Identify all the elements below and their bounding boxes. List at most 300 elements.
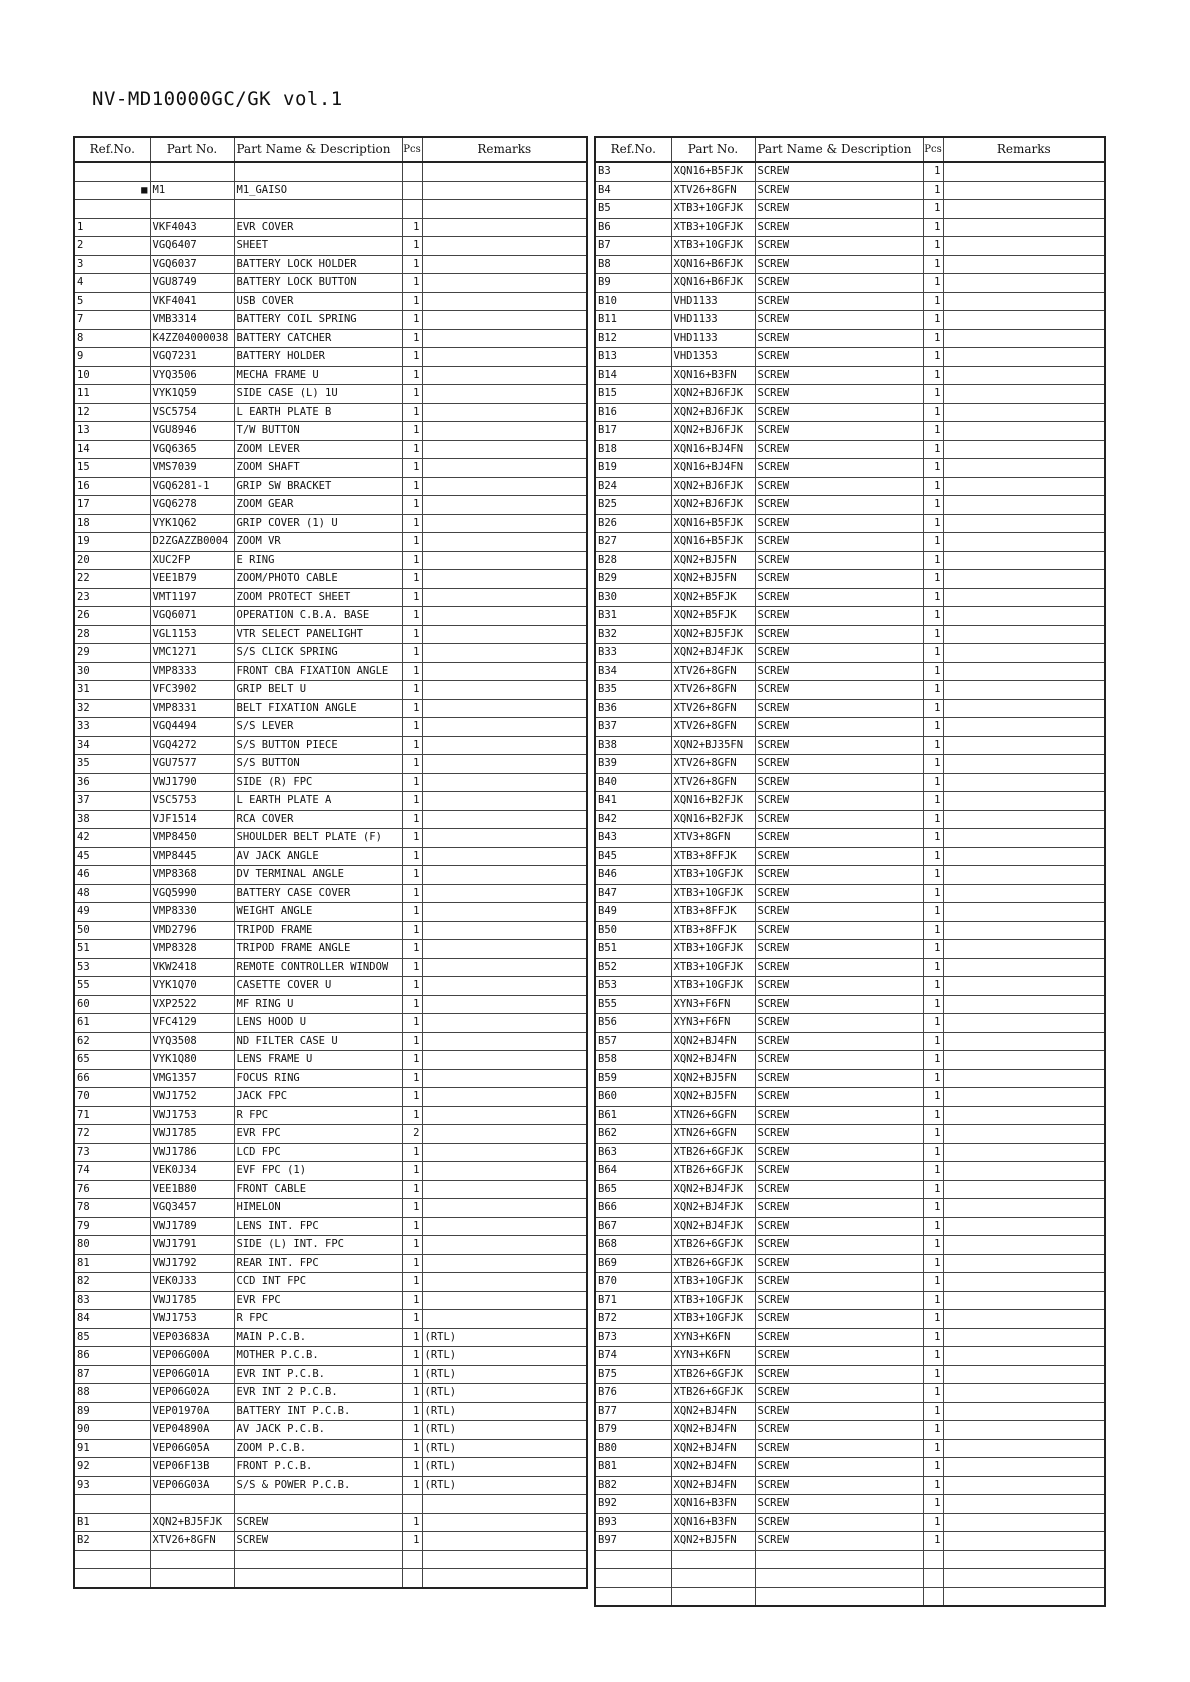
ref-no-cell: 7: [74, 311, 150, 330]
pcs-cell: 1: [402, 903, 422, 922]
pcs-cell: 1: [402, 533, 422, 552]
remarks-cell: [422, 274, 587, 293]
part-name-cell: AV JACK P.C.B.: [234, 1421, 402, 1440]
pcs-cell: 1: [402, 1254, 422, 1273]
ref-no-cell: B51: [595, 940, 671, 959]
part-no-cell: XYN3+K6FN: [671, 1328, 755, 1347]
remarks-cell: [422, 200, 587, 219]
pcs-cell: 1: [402, 681, 422, 700]
remarks-cell: [943, 274, 1105, 293]
pcs-cell: 1: [923, 218, 943, 237]
remarks-cell: [943, 1069, 1105, 1088]
ref-no-cell: 70: [74, 1088, 150, 1107]
table-row: [595, 1217, 1105, 1236]
part-no-cell: [671, 1587, 755, 1606]
remarks-cell: [943, 440, 1105, 459]
ref-no-cell: [595, 1550, 671, 1569]
ref-no-cell: 85: [74, 1328, 150, 1347]
pcs-cell: [923, 1587, 943, 1606]
pcs-cell: 1: [402, 866, 422, 885]
remarks-cell: (RTL): [422, 1476, 587, 1495]
pcs-cell: 1: [923, 292, 943, 311]
table-row: [74, 422, 587, 441]
ref-no-cell: B65: [595, 1180, 671, 1199]
ref-no-cell: B18: [595, 440, 671, 459]
table-row: [595, 1421, 1105, 1440]
remarks-cell: [943, 810, 1105, 829]
part-name-cell: SCREW: [755, 662, 923, 681]
part-no-cell: XQN2+BJ4FJK: [671, 1217, 755, 1236]
remarks-cell: [943, 366, 1105, 385]
pcs-cell: 1: [402, 884, 422, 903]
part-name-cell: SCREW: [755, 274, 923, 293]
remarks-cell: [943, 1217, 1105, 1236]
table-row: [74, 218, 587, 237]
table-row: [595, 866, 1105, 885]
remarks-cell: [422, 237, 587, 256]
part-no-cell: VMP8333: [150, 662, 234, 681]
table-row: [74, 755, 587, 774]
ref-no-cell: B39: [595, 755, 671, 774]
part-name-cell: SCREW: [755, 1236, 923, 1255]
part-name-cell: SCREW: [755, 292, 923, 311]
table-row: [74, 1051, 587, 1070]
part-no-cell: XTB26+6GFJK: [671, 1236, 755, 1255]
remarks-cell: [422, 755, 587, 774]
pcs-cell: 1: [402, 422, 422, 441]
table-row: [74, 607, 587, 626]
ref-no-cell: B36: [595, 699, 671, 718]
table-row: [74, 1254, 587, 1273]
part-no-cell: VEP06G03A: [150, 1476, 234, 1495]
header-ref-no: Ref.No.: [595, 137, 671, 162]
part-name-cell: MECHA FRAME U: [234, 366, 402, 385]
ref-no-cell: B34: [595, 662, 671, 681]
part-no-cell: XQN16+B5FJK: [671, 162, 755, 181]
table-row: [74, 1180, 587, 1199]
table-row: [74, 496, 587, 515]
pcs-cell: 1: [402, 459, 422, 478]
part-no-cell: VGU8946: [150, 422, 234, 441]
table-row: [74, 181, 587, 200]
part-name-cell: [755, 1569, 923, 1588]
remarks-cell: [943, 181, 1105, 200]
remarks-cell: [943, 477, 1105, 496]
table-row: [595, 1143, 1105, 1162]
table-row: [74, 1365, 587, 1384]
table-row: [74, 718, 587, 737]
remarks-cell: [422, 625, 587, 644]
ref-no-cell: 66: [74, 1069, 150, 1088]
part-name-cell: [234, 1550, 402, 1569]
part-name-cell: FRONT CABLE: [234, 1180, 402, 1199]
remarks-cell: [422, 940, 587, 959]
ref-no-cell: 29: [74, 644, 150, 663]
ref-no-cell: 74: [74, 1162, 150, 1181]
remarks-cell: [943, 162, 1105, 181]
ref-no-cell: B74: [595, 1347, 671, 1366]
part-no-cell: XYN3+F6FN: [671, 995, 755, 1014]
ref-no-cell: B19: [595, 459, 671, 478]
part-name-cell: [234, 1569, 402, 1588]
table-row: [74, 940, 587, 959]
part-no-cell: VHD1133: [671, 329, 755, 348]
table-row: [74, 1495, 587, 1514]
pcs-cell: 1: [923, 181, 943, 200]
part-no-cell: XTB3+8FFJK: [671, 847, 755, 866]
ref-no-cell: B7: [595, 237, 671, 256]
part-name-cell: SCREW: [755, 1402, 923, 1421]
part-name-cell: BATTERY LOCK HOLDER: [234, 255, 402, 274]
part-no-cell: XQN2+B5FJK: [671, 588, 755, 607]
pcs-cell: 1: [923, 829, 943, 848]
pcs-cell: 1: [402, 440, 422, 459]
ref-no-cell: 23: [74, 588, 150, 607]
part-name-cell: SCREW: [755, 514, 923, 533]
table-row: [595, 551, 1105, 570]
pcs-cell: [402, 162, 422, 181]
part-name-cell: SIDE (R) FPC: [234, 773, 402, 792]
ref-no-cell: B63: [595, 1143, 671, 1162]
ref-no-cell: B62: [595, 1125, 671, 1144]
part-name-cell: TRIPOD FRAME: [234, 921, 402, 940]
part-no-cell: XQN2+BJ35FN: [671, 736, 755, 755]
pcs-cell: 1: [923, 477, 943, 496]
part-no-cell: VMD2796: [150, 921, 234, 940]
part-no-cell: XUC2FP: [150, 551, 234, 570]
part-name-cell: SCREW: [755, 366, 923, 385]
pcs-cell: 1: [923, 1365, 943, 1384]
remarks-cell: [422, 1106, 587, 1125]
ref-no-cell: 73: [74, 1143, 150, 1162]
remarks-cell: [943, 1365, 1105, 1384]
table-row: [595, 181, 1105, 200]
part-no-cell: [150, 200, 234, 219]
part-name-cell: SCREW: [755, 237, 923, 256]
part-no-cell: VKW2418: [150, 958, 234, 977]
part-no-cell: XQN2+BJ4FN: [671, 1476, 755, 1495]
ref-no-cell: 26: [74, 607, 150, 626]
remarks-cell: [422, 607, 587, 626]
part-name-cell: SCREW: [755, 884, 923, 903]
part-name-cell: EVR FPC: [234, 1125, 402, 1144]
remarks-cell: (RTL): [422, 1328, 587, 1347]
part-no-cell: VSC5754: [150, 403, 234, 422]
ref-no-cell: B75: [595, 1365, 671, 1384]
ref-no-cell: 18: [74, 514, 150, 533]
part-no-cell: VYK1Q80: [150, 1051, 234, 1070]
remarks-cell: [943, 1273, 1105, 1292]
part-name-cell: SCREW: [755, 681, 923, 700]
pcs-cell: 1: [923, 1421, 943, 1440]
part-no-cell: XQN2+BJ4FN: [671, 1032, 755, 1051]
part-name-cell: EVR INT 2 P.C.B.: [234, 1384, 402, 1403]
ref-no-cell: B24: [595, 477, 671, 496]
pcs-cell: 2: [402, 1125, 422, 1144]
remarks-cell: [943, 1532, 1105, 1551]
ref-no-cell: 76: [74, 1180, 150, 1199]
part-name-cell: SCREW: [234, 1513, 402, 1532]
pcs-cell: 1: [923, 681, 943, 700]
pcs-cell: 1: [402, 829, 422, 848]
part-no-cell: XQN2+BJ6FJK: [671, 403, 755, 422]
ref-no-cell: B53: [595, 977, 671, 996]
remarks-cell: [943, 681, 1105, 700]
part-name-cell: SCREW: [755, 1310, 923, 1329]
part-name-cell: SCREW: [755, 385, 923, 404]
part-no-cell: VMP8368: [150, 866, 234, 885]
pcs-cell: 1: [402, 995, 422, 1014]
part-name-cell: SCREW: [755, 1088, 923, 1107]
part-name-cell: S/S LEVER: [234, 718, 402, 737]
table-row: [595, 1051, 1105, 1070]
table-row: [595, 995, 1105, 1014]
remarks-cell: [943, 1310, 1105, 1329]
pcs-cell: 1: [923, 921, 943, 940]
pcs-cell: 1: [402, 699, 422, 718]
ref-no-cell: 15: [74, 459, 150, 478]
part-no-cell: VYK1Q59: [150, 385, 234, 404]
part-no-cell: XQN16+B3FN: [671, 366, 755, 385]
pcs-cell: 1: [402, 588, 422, 607]
table-row: [74, 921, 587, 940]
remarks-cell: [422, 514, 587, 533]
part-no-cell: VGQ6281-1: [150, 477, 234, 496]
pcs-cell: 1: [923, 1199, 943, 1218]
table-row: [595, 1273, 1105, 1292]
ref-no-cell: 71: [74, 1106, 150, 1125]
remarks-cell: [422, 385, 587, 404]
part-name-cell: SCREW: [755, 829, 923, 848]
pcs-cell: 1: [923, 1458, 943, 1477]
ref-no-cell: [74, 1569, 150, 1588]
ref-no-cell: [74, 1495, 150, 1514]
pcs-cell: [402, 1495, 422, 1514]
ref-no-cell: 86: [74, 1347, 150, 1366]
remarks-cell: [943, 884, 1105, 903]
table-row: [595, 496, 1105, 515]
part-name-cell: EVR FPC: [234, 1291, 402, 1310]
remarks-cell: [422, 662, 587, 681]
ref-no-cell: B25: [595, 496, 671, 515]
remarks-cell: [943, 977, 1105, 996]
ref-no-cell: B69: [595, 1254, 671, 1273]
part-no-cell: XTV26+8GFN: [671, 181, 755, 200]
table-row: [74, 570, 587, 589]
part-name-cell: SIDE (L) INT. FPC: [234, 1236, 402, 1255]
pcs-cell: 1: [923, 1088, 943, 1107]
part-name-cell: SCREW: [755, 200, 923, 219]
ref-no-cell: 1: [74, 218, 150, 237]
parts-table-left: [73, 136, 588, 1589]
pcs-cell: 1: [402, 551, 422, 570]
table-row: [74, 1236, 587, 1255]
ref-no-cell: 93: [74, 1476, 150, 1495]
ref-no-cell: 79: [74, 1217, 150, 1236]
part-no-cell: VEK0J34: [150, 1162, 234, 1181]
table-row: [74, 440, 587, 459]
part-no-cell: XQN16+B2FJK: [671, 792, 755, 811]
pcs-cell: 1: [923, 1014, 943, 1033]
pcs-cell: 1: [402, 274, 422, 293]
pcs-cell: 1: [402, 1384, 422, 1403]
ref-no-cell: 16: [74, 477, 150, 496]
pcs-cell: 1: [923, 773, 943, 792]
remarks-cell: [422, 588, 587, 607]
remarks-cell: [943, 903, 1105, 922]
ref-no-cell: 14: [74, 440, 150, 459]
remarks-cell: [943, 422, 1105, 441]
part-no-cell: XQN16+B5FJK: [671, 533, 755, 552]
ref-no-cell: 55: [74, 977, 150, 996]
part-no-cell: XTB3+10GFJK: [671, 200, 755, 219]
ref-no-cell: B72: [595, 1310, 671, 1329]
table-row: [595, 1587, 1105, 1606]
part-no-cell: XQN2+BJ4FJK: [671, 1199, 755, 1218]
pcs-cell: 1: [402, 403, 422, 422]
pcs-cell: 1: [402, 773, 422, 792]
part-no-cell: [671, 1550, 755, 1569]
ref-no-cell: B81: [595, 1458, 671, 1477]
ref-no-cell: B66: [595, 1199, 671, 1218]
part-name-cell: ZOOM/PHOTO CABLE: [234, 570, 402, 589]
part-no-cell: XQN2+BJ4FN: [671, 1458, 755, 1477]
table-row: [595, 644, 1105, 663]
table-row: [595, 1162, 1105, 1181]
part-name-cell: SCREW: [755, 588, 923, 607]
pcs-cell: 1: [923, 847, 943, 866]
pcs-cell: 1: [923, 274, 943, 293]
pcs-cell: 1: [923, 718, 943, 737]
remarks-cell: [422, 810, 587, 829]
ref-no-cell: B70: [595, 1273, 671, 1292]
pcs-cell: [402, 200, 422, 219]
part-no-cell: XQN2+BJ6FJK: [671, 385, 755, 404]
ref-no-cell: B31: [595, 607, 671, 626]
ref-no-cell: 8: [74, 329, 150, 348]
table-row: [74, 403, 587, 422]
pcs-cell: 1: [923, 385, 943, 404]
part-name-cell: SCREW: [755, 1384, 923, 1403]
ref-no-cell: 90: [74, 1421, 150, 1440]
part-name-cell: SCREW: [755, 218, 923, 237]
ref-no-cell: 80: [74, 1236, 150, 1255]
ref-no-cell: 19: [74, 533, 150, 552]
part-name-cell: SCREW: [755, 1365, 923, 1384]
pcs-cell: 1: [923, 1051, 943, 1070]
part-no-cell: VMP8331: [150, 699, 234, 718]
remarks-cell: [422, 1069, 587, 1088]
remarks-cell: [943, 607, 1105, 626]
part-name-cell: BATTERY CATCHER: [234, 329, 402, 348]
part-name-cell: [755, 1587, 923, 1606]
remarks-cell: [422, 1143, 587, 1162]
part-name-cell: FRONT P.C.B.: [234, 1458, 402, 1477]
part-no-cell: VGQ6365: [150, 440, 234, 459]
table-row: [74, 1273, 587, 1292]
part-name-cell: SCREW: [755, 718, 923, 737]
table-row: [595, 884, 1105, 903]
pcs-cell: 1: [402, 718, 422, 737]
part-name-cell: [755, 1550, 923, 1569]
remarks-cell: (RTL): [422, 1402, 587, 1421]
remarks-cell: [943, 1569, 1105, 1588]
part-name-cell: S/S BUTTON: [234, 755, 402, 774]
remarks-cell: [943, 1384, 1105, 1403]
part-name-cell: SCREW: [755, 1476, 923, 1495]
remarks-cell: [943, 1032, 1105, 1051]
ref-no-cell: 3: [74, 255, 150, 274]
part-no-cell: XTB3+10GFJK: [671, 958, 755, 977]
table-row: [595, 699, 1105, 718]
table-row: [595, 1236, 1105, 1255]
part-name-cell: MAIN P.C.B.: [234, 1328, 402, 1347]
part-name-cell: RCA COVER: [234, 810, 402, 829]
part-name-cell: OPERATION C.B.A. BASE: [234, 607, 402, 626]
part-no-cell: VXP2522: [150, 995, 234, 1014]
pcs-cell: 1: [923, 162, 943, 181]
ref-no-cell: B64: [595, 1162, 671, 1181]
ref-no-cell: B68: [595, 1236, 671, 1255]
remarks-cell: [422, 829, 587, 848]
ref-no-cell: B47: [595, 884, 671, 903]
ref-no-cell: B43: [595, 829, 671, 848]
pcs-cell: 1: [402, 1106, 422, 1125]
ref-no-cell: 5: [74, 292, 150, 311]
table-row: [74, 1421, 587, 1440]
remarks-cell: [943, 385, 1105, 404]
part-no-cell: XQN2+BJ6FJK: [671, 422, 755, 441]
table-row: [595, 1328, 1105, 1347]
part-name-cell: SCREW: [755, 1069, 923, 1088]
ref-no-cell: B41: [595, 792, 671, 811]
part-no-cell: [671, 1569, 755, 1588]
pcs-cell: 1: [402, 607, 422, 626]
header-remarks: Remarks: [943, 137, 1105, 162]
table-row: [74, 1402, 587, 1421]
part-name-cell: LENS HOOD U: [234, 1014, 402, 1033]
pcs-cell: 1: [923, 625, 943, 644]
table-row: [595, 773, 1105, 792]
table-row: [595, 1180, 1105, 1199]
part-name-cell: WEIGHT ANGLE: [234, 903, 402, 922]
table-row: [595, 1384, 1105, 1403]
ref-no-cell: B57: [595, 1032, 671, 1051]
part-no-cell: VEE1B79: [150, 570, 234, 589]
remarks-cell: [422, 496, 587, 515]
part-no-cell: [150, 1569, 234, 1588]
part-name-cell: SCREW: [755, 570, 923, 589]
ref-no-cell: 31: [74, 681, 150, 700]
part-name-cell: ZOOM LEVER: [234, 440, 402, 459]
remarks-cell: [422, 1088, 587, 1107]
part-no-cell: XTB3+10GFJK: [671, 1310, 755, 1329]
part-no-cell: XTV26+8GFN: [671, 773, 755, 792]
table-row: [74, 588, 587, 607]
part-name-cell: E RING: [234, 551, 402, 570]
part-name-cell: SCREW: [755, 699, 923, 718]
ref-no-cell: 65: [74, 1051, 150, 1070]
part-name-cell: SCREW: [755, 755, 923, 774]
ref-no-cell: B40: [595, 773, 671, 792]
part-no-cell: VMT1197: [150, 588, 234, 607]
remarks-cell: (RTL): [422, 1421, 587, 1440]
table-row: [74, 866, 587, 885]
pcs-cell: 1: [923, 1532, 943, 1551]
part-no-cell: VWJ1753: [150, 1106, 234, 1125]
part-no-cell: VHD1133: [671, 311, 755, 330]
pcs-cell: 1: [923, 1439, 943, 1458]
